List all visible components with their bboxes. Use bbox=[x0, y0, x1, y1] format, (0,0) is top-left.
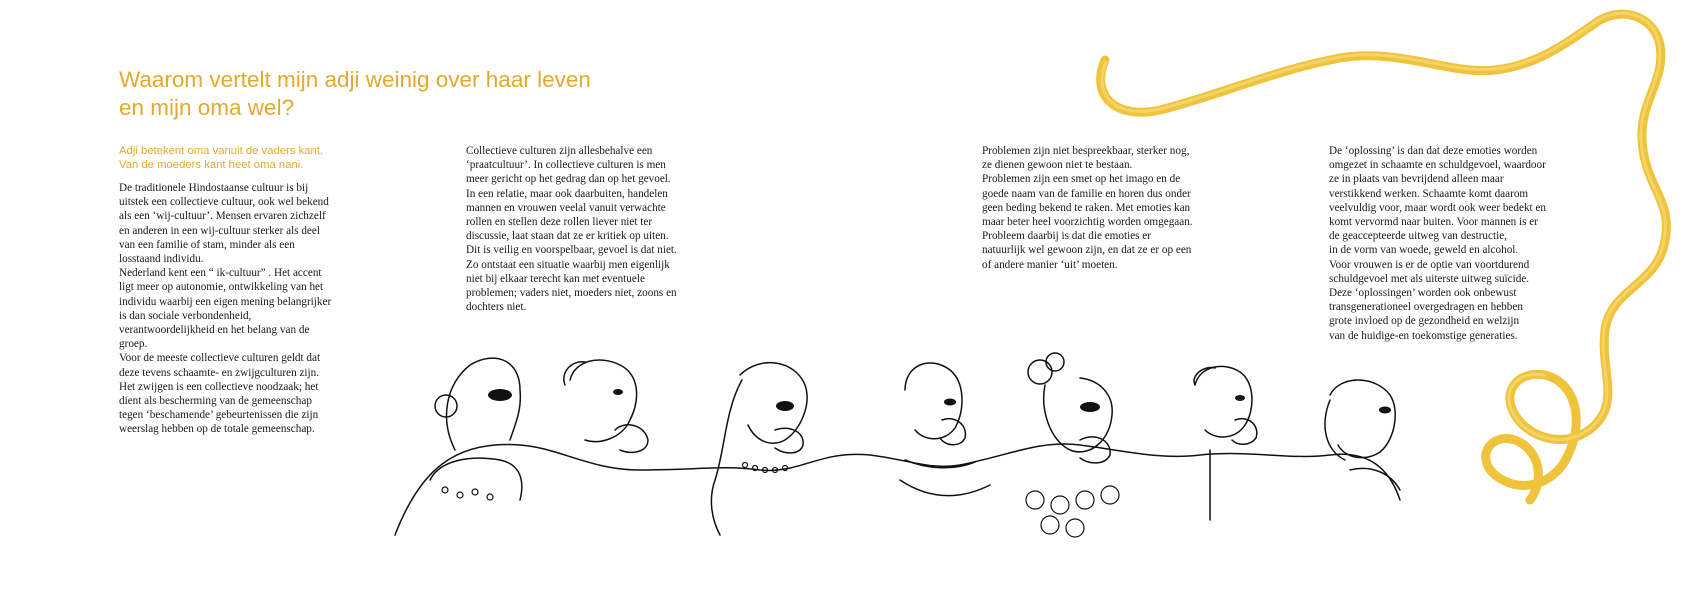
text-line: van een familie of stam, minder als een bbox=[119, 238, 295, 251]
text-line: maar beter heel voorzichtig worden omgegaan. bbox=[982, 216, 1193, 229]
text-line: In een relatie, maar ook daarbuiten, handelen bbox=[466, 187, 668, 200]
text-line: Dit is veilig en voorspelbaar, gevoel is dat niet. bbox=[466, 244, 677, 257]
text-line: meer gericht op het gedrag dan op het gevoel. bbox=[466, 173, 671, 186]
text-line: De ‘oplossing’ is dan dat deze emoties worden bbox=[1329, 145, 1538, 157]
text-line: van de huidige-en toekomstige generaties. bbox=[1329, 329, 1518, 342]
text-line: omgezet in schaamte en schuldgevoel, waardoor bbox=[1329, 159, 1546, 172]
text-line: niet bij elkaar terecht kan met eventuele bbox=[466, 272, 645, 285]
text-line: Problemen zijn een smet op het imago en de bbox=[982, 173, 1181, 186]
text-line: veelvuldig voor, maar wordt ook weer bedekt en bbox=[1329, 201, 1547, 214]
text-line: of andere manier ‘uit’ moeten. bbox=[982, 258, 1118, 271]
text-line: Problemen zijn niet bespreekbaar, sterker nog, bbox=[982, 145, 1190, 157]
text-line: goede naam van de familie en horen dus onder bbox=[982, 187, 1191, 200]
text-line: mannen en vrouwen veelal vanuit verwachte bbox=[466, 201, 666, 214]
text-line: weerslag hebben op de totale gemeenschap. bbox=[119, 423, 315, 436]
shoulders-line bbox=[395, 444, 1400, 535]
title-line: en mijn oma wel? bbox=[119, 95, 295, 120]
text-line: Voor de meeste collectieve culturen geldt dat bbox=[119, 352, 321, 365]
text-line: dient als bescherming van de gemeenschap bbox=[119, 395, 312, 408]
text-line: Deze ‘oplossingen’ worden ook onbewust bbox=[1329, 287, 1517, 300]
text-line: schuldgevoel met als uiterste uitweg suïcide. bbox=[1329, 272, 1530, 285]
text-line: natuurlijk wel gewoon zijn, en dat ze er op een bbox=[982, 244, 1192, 257]
text-line: transgenerationeel overgedragen en hebben bbox=[1329, 301, 1523, 314]
text-line: problemen; vaders niet, moeders niet, zoons en bbox=[466, 287, 677, 300]
subtitle bbox=[119, 144, 419, 172]
text-line: grote invloed op de gezondheid en welzijn bbox=[1329, 315, 1520, 328]
text-column-4 bbox=[1329, 144, 1599, 343]
text-line: uitstek een collectieve cultuur, ook wel bekend bbox=[119, 196, 329, 209]
title-line: Waarom vertelt mijn adji weinig over haar leven bbox=[119, 67, 591, 92]
text-line: verstikkend werken. Schaamte komt daarom bbox=[1329, 187, 1529, 200]
text-line: deze tevens schaamte- en zwijgculturen zijn. bbox=[119, 366, 320, 379]
text-line: dochters niet. bbox=[466, 301, 527, 314]
page-title bbox=[119, 66, 739, 122]
text-line: discussie, laat staan dat ze er kritiek op uiten. bbox=[466, 230, 669, 243]
figure-woman-bun bbox=[430, 358, 522, 500]
text-line: Voor vrouwen is er de optie van voortdurend bbox=[1329, 258, 1530, 271]
text-line: in de vorm van woede, geweld en alcohol. bbox=[1329, 244, 1519, 257]
figure-bald-man bbox=[900, 363, 990, 496]
text-line: rollen en stellen deze rollen liever niet ter bbox=[466, 216, 653, 229]
figure-woman-short-hair bbox=[1325, 380, 1400, 490]
text-line: Het zwijgen is een collectieve noodzaak; het bbox=[119, 380, 319, 393]
text-line: de geaccepteerde uitweg van destructie, bbox=[1329, 230, 1507, 243]
text-line: komt vervormd naar buiten. Voor mannen is er bbox=[1329, 216, 1538, 229]
text-line: is dan sociale verbondenheid, bbox=[119, 309, 252, 322]
text-line: Nederland kent een “ ik-cultuur” . Het accent bbox=[119, 267, 322, 280]
text-line: De traditionele Hindostaanse cultuur is bij bbox=[119, 182, 309, 194]
text-line: Probleem daarbij is dat die emoties er bbox=[982, 230, 1152, 243]
text-line: groep. bbox=[119, 338, 148, 351]
text-line: ze dienen gewoon niet te bestaan. bbox=[982, 159, 1133, 172]
text-line: individu waarbij een eigen mening belangrijker bbox=[119, 295, 332, 308]
text-column-3 bbox=[982, 144, 1244, 272]
figure-man bbox=[1194, 366, 1257, 520]
text-line: ze in plaats van bevrijdend alleen maar bbox=[1329, 173, 1504, 186]
text-line: ‘praatcultuur’. In collectieve culturen is men bbox=[466, 159, 666, 172]
text-column-2 bbox=[466, 144, 728, 314]
text-line: geen beding bekend te raken. Met emoties kan bbox=[982, 201, 1191, 214]
text-line: tegen ‘beschamende’ gebeurtenissen die zijn bbox=[119, 409, 319, 422]
text-line: Collectieve culturen zijn allesbehalve een bbox=[466, 145, 653, 157]
figure-woman-braid bbox=[711, 363, 807, 535]
text-line: ligt meer op autonomie, ontwikkeling van het bbox=[119, 281, 324, 294]
text-column-1 bbox=[119, 181, 371, 437]
subtitle-line: Adji betekent oma vanuit de vaders kant. bbox=[119, 145, 324, 157]
text-line: als een ‘wij-cultuur’. Mensen ervaren zichzelf bbox=[119, 210, 326, 223]
subtitle-line: Van de moeders kant heet oma nani. bbox=[119, 159, 304, 171]
text-line: Zo ontstaat een situatie waarbij men eigenlijk bbox=[466, 258, 670, 271]
text-line: losstaand individu. bbox=[119, 253, 204, 266]
text-line: verantwoordelijkheid en het belang van de bbox=[119, 324, 310, 337]
text-line: en anderen in een wij-cultuur sterker als deel bbox=[119, 224, 320, 237]
figure-man-curly bbox=[564, 360, 648, 452]
